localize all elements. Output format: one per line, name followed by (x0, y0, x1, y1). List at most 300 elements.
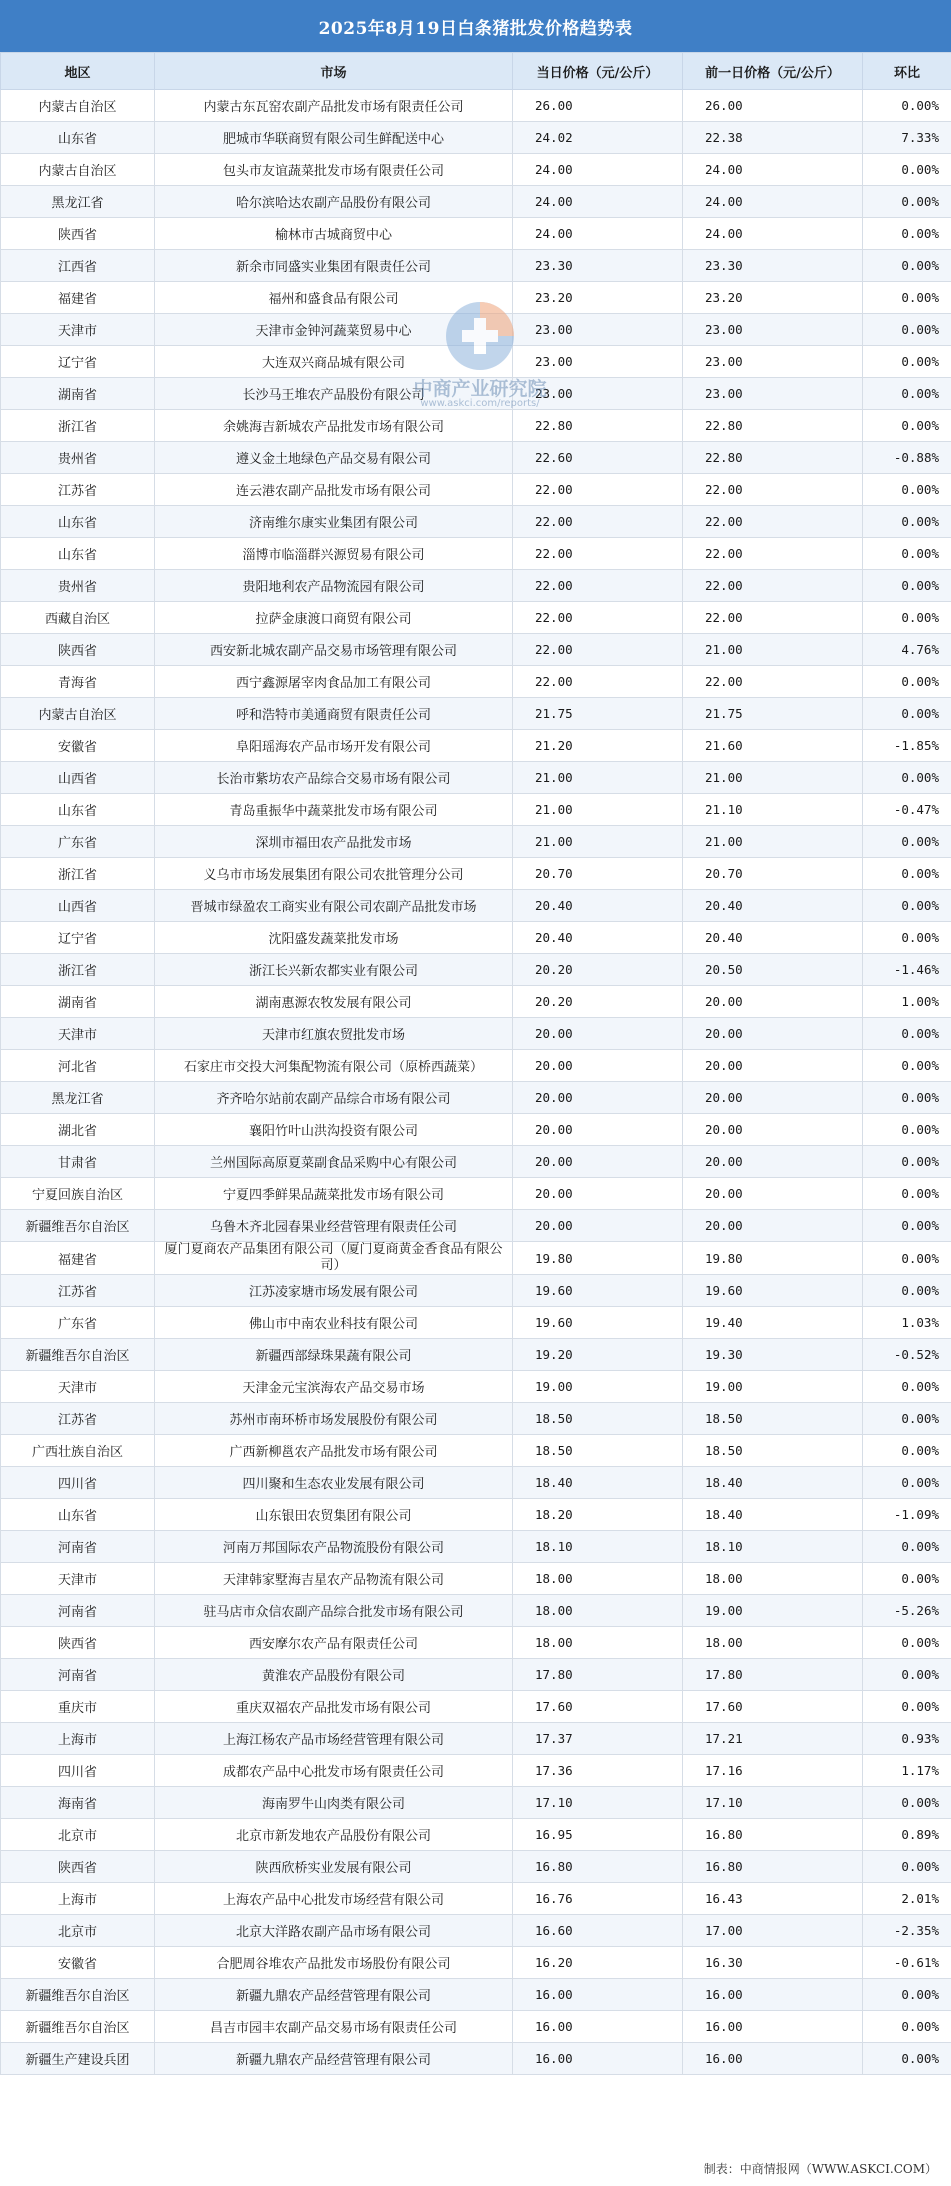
cell-change: 0.93% (863, 1723, 951, 1755)
cell-region: 四川省 (1, 1755, 155, 1787)
cell-market: 石家庄市交投大河集配物流有限公司（原桥西蔬菜） (155, 1050, 513, 1082)
cell-change: 0.00% (863, 1691, 951, 1723)
table-row (1, 186, 951, 218)
table-row (1, 1787, 951, 1819)
cell-market: 宁夏四季鲜果品蔬菜批发市场有限公司 (155, 1178, 513, 1210)
cell-previous-price: 20.00 (683, 1146, 863, 1178)
cell-region: 陕西省 (1, 1627, 155, 1659)
table-row (1, 1755, 951, 1787)
cell-change: 2.01% (863, 1883, 951, 1915)
cell-previous-price: 18.00 (683, 1563, 863, 1595)
table-row (1, 250, 951, 282)
cell-today-price: 20.00 (513, 1082, 683, 1114)
cell-market: 阜阳瑶海农产品市场开发有限公司 (155, 730, 513, 762)
cell-change: -1.09% (863, 1499, 951, 1531)
cell-region: 安徽省 (1, 730, 155, 762)
table-row (1, 538, 951, 570)
cell-today-price: 18.50 (513, 1435, 683, 1467)
cell-region: 内蒙古自治区 (1, 90, 155, 122)
cell-previous-price: 20.40 (683, 890, 863, 922)
cell-market: 天津市金钟河蔬菜贸易中心 (155, 314, 513, 346)
cell-region: 黑龙江省 (1, 186, 155, 218)
table-row (1, 794, 951, 826)
table-row (1, 1851, 951, 1883)
cell-region: 河南省 (1, 1659, 155, 1691)
cell-previous-price: 19.00 (683, 1595, 863, 1627)
cell-today-price: 17.10 (513, 1787, 683, 1819)
cell-change: -1.46% (863, 954, 951, 986)
cell-today-price: 22.60 (513, 442, 683, 474)
cell-market: 厦门夏商农产品集团有限公司（厦门夏商黄金香食品有限公司） (155, 1242, 513, 1275)
cell-change: -0.52% (863, 1339, 951, 1371)
cell-region: 陕西省 (1, 634, 155, 666)
cell-today-price: 18.40 (513, 1467, 683, 1499)
cell-previous-price: 17.21 (683, 1723, 863, 1755)
table-row (1, 1371, 951, 1403)
cell-change: 0.00% (863, 666, 951, 698)
cell-region: 北京市 (1, 1915, 155, 1947)
cell-market: 四川聚和生态农业发展有限公司 (155, 1467, 513, 1499)
cell-today-price: 22.00 (513, 570, 683, 602)
cell-region: 上海市 (1, 1723, 155, 1755)
table-row (1, 1947, 951, 1979)
table-row (1, 698, 951, 730)
cell-market: 上海农产品中心批发市场经营有限公司 (155, 1883, 513, 1915)
table-row (1, 346, 951, 378)
cell-today-price: 16.60 (513, 1915, 683, 1947)
cell-today-price: 16.00 (513, 2043, 683, 2075)
cell-change: 0.00% (863, 1114, 951, 1146)
cell-previous-price: 17.16 (683, 1755, 863, 1787)
cell-region: 湖南省 (1, 986, 155, 1018)
cell-today-price: 23.00 (513, 346, 683, 378)
cell-region: 江苏省 (1, 1275, 155, 1307)
cell-market: 天津市红旗农贸批发市场 (155, 1018, 513, 1050)
cell-market: 包头市友谊蔬菜批发市场有限责任公司 (155, 154, 513, 186)
cell-change: 7.33% (863, 122, 951, 154)
cell-change: 0.00% (863, 698, 951, 730)
cell-region: 山东省 (1, 794, 155, 826)
cell-region: 江苏省 (1, 1403, 155, 1435)
cell-previous-price: 22.00 (683, 570, 863, 602)
cell-region: 天津市 (1, 1018, 155, 1050)
cell-change: -5.26% (863, 1595, 951, 1627)
cell-previous-price: 17.80 (683, 1659, 863, 1691)
table-row (1, 378, 951, 410)
cell-today-price: 19.60 (513, 1275, 683, 1307)
cell-region: 广东省 (1, 1307, 155, 1339)
cell-previous-price: 22.00 (683, 538, 863, 570)
cell-today-price: 22.00 (513, 666, 683, 698)
cell-today-price: 19.00 (513, 1371, 683, 1403)
cell-previous-price: 19.40 (683, 1307, 863, 1339)
table-row (1, 1979, 951, 2011)
cell-market: 长治市紫坊农产品综合交易市场有限公司 (155, 762, 513, 794)
cell-today-price: 20.00 (513, 1146, 683, 1178)
cell-previous-price: 21.00 (683, 826, 863, 858)
cell-market: 上海江杨农产品市场经营管理有限公司 (155, 1723, 513, 1755)
cell-today-price: 19.80 (513, 1242, 683, 1275)
cell-change: 0.00% (863, 378, 951, 410)
cell-market: 沈阳盛发蔬菜批发市场 (155, 922, 513, 954)
cell-change: 0.00% (863, 346, 951, 378)
cell-region: 福建省 (1, 282, 155, 314)
cell-region: 贵州省 (1, 570, 155, 602)
table-row (1, 1531, 951, 1563)
table-row (1, 570, 951, 602)
cell-today-price: 26.00 (513, 90, 683, 122)
table-row (1, 1082, 951, 1114)
cell-region: 新疆维吾尔自治区 (1, 1210, 155, 1242)
cell-previous-price: 20.70 (683, 858, 863, 890)
cell-market: 成都农产品中心批发市场有限责任公司 (155, 1755, 513, 1787)
cell-region: 新疆维吾尔自治区 (1, 1339, 155, 1371)
cell-today-price: 17.36 (513, 1755, 683, 1787)
cell-change: 0.00% (863, 1403, 951, 1435)
cell-change: 0.00% (863, 1851, 951, 1883)
cell-previous-price: 24.00 (683, 218, 863, 250)
cell-previous-price: 20.00 (683, 1082, 863, 1114)
table-row (1, 2043, 951, 2075)
cell-previous-price: 23.00 (683, 346, 863, 378)
cell-market: 新疆九鼎农产品经营管理有限公司 (155, 2043, 513, 2075)
cell-change: -1.85% (863, 730, 951, 762)
cell-today-price: 22.00 (513, 538, 683, 570)
cell-region: 新疆维吾尔自治区 (1, 1979, 155, 2011)
cell-market: 苏州市南环桥市场发展股份有限公司 (155, 1403, 513, 1435)
cell-previous-price: 16.43 (683, 1883, 863, 1915)
table-row (1, 1114, 951, 1146)
table-row (1, 282, 951, 314)
cell-market: 浙江长兴新农都实业有限公司 (155, 954, 513, 986)
cell-market: 哈尔滨哈达农副产品股份有限公司 (155, 186, 513, 218)
table-row (1, 1499, 951, 1531)
cell-change: 0.00% (863, 1082, 951, 1114)
cell-region: 四川省 (1, 1467, 155, 1499)
cell-change: 1.17% (863, 1755, 951, 1787)
cell-today-price: 18.10 (513, 1531, 683, 1563)
cell-market: 连云港农副产品批发市场有限公司 (155, 474, 513, 506)
cell-previous-price: 18.50 (683, 1403, 863, 1435)
cell-today-price: 23.30 (513, 250, 683, 282)
cell-today-price: 18.00 (513, 1595, 683, 1627)
cell-today-price: 20.00 (513, 1114, 683, 1146)
cell-today-price: 22.00 (513, 506, 683, 538)
header-previous-price: 前一日价格（元/公斤） (683, 53, 863, 90)
cell-previous-price: 19.80 (683, 1242, 863, 1275)
cell-region: 河南省 (1, 1595, 155, 1627)
cell-previous-price: 20.50 (683, 954, 863, 986)
cell-market: 兰州国际高原夏菜副食品采购中心有限公司 (155, 1146, 513, 1178)
cell-previous-price: 20.00 (683, 1114, 863, 1146)
cell-change: 0.00% (863, 1178, 951, 1210)
cell-today-price: 19.60 (513, 1307, 683, 1339)
cell-previous-price: 24.00 (683, 186, 863, 218)
cell-change: 0.00% (863, 1531, 951, 1563)
cell-market: 大连双兴商品城有限公司 (155, 346, 513, 378)
table-row (1, 1883, 951, 1915)
cell-previous-price: 20.00 (683, 1018, 863, 1050)
cell-change: 0.00% (863, 890, 951, 922)
cell-region: 天津市 (1, 314, 155, 346)
cell-market: 义乌市市场发展集团有限公司农批管理分公司 (155, 858, 513, 890)
cell-market: 济南维尔康实业集团有限公司 (155, 506, 513, 538)
cell-market: 合肥周谷堆农产品批发市场股份有限公司 (155, 1947, 513, 1979)
cell-today-price: 22.00 (513, 474, 683, 506)
cell-region: 安徽省 (1, 1947, 155, 1979)
cell-previous-price: 23.20 (683, 282, 863, 314)
cell-change: -0.47% (863, 794, 951, 826)
cell-change: 0.00% (863, 1242, 951, 1275)
table-row (1, 1178, 951, 1210)
cell-market: 新疆九鼎农产品经营管理有限公司 (155, 1979, 513, 2011)
cell-previous-price: 23.00 (683, 378, 863, 410)
cell-region: 辽宁省 (1, 346, 155, 378)
cell-today-price: 21.75 (513, 698, 683, 730)
cell-region: 青海省 (1, 666, 155, 698)
cell-change: 0.00% (863, 570, 951, 602)
cell-change: 1.03% (863, 1307, 951, 1339)
table-row (1, 90, 951, 122)
cell-today-price: 23.20 (513, 282, 683, 314)
cell-previous-price: 22.00 (683, 474, 863, 506)
cell-today-price: 20.00 (513, 1018, 683, 1050)
cell-today-price: 16.95 (513, 1819, 683, 1851)
cell-previous-price: 22.80 (683, 442, 863, 474)
cell-market: 天津金元宝滨海农产品交易市场 (155, 1371, 513, 1403)
cell-today-price: 21.00 (513, 826, 683, 858)
cell-region: 浙江省 (1, 410, 155, 442)
cell-today-price: 16.80 (513, 1851, 683, 1883)
watermark-name: 中商产业研究院 (413, 378, 547, 400)
cell-region: 新疆维吾尔自治区 (1, 2011, 155, 2043)
cell-previous-price: 20.00 (683, 1210, 863, 1242)
table-row (1, 1307, 951, 1339)
cell-change: 0.00% (863, 602, 951, 634)
cell-market: 湖南惠源农牧发展有限公司 (155, 986, 513, 1018)
cell-change: 0.00% (863, 1435, 951, 1467)
cell-change: -0.88% (863, 442, 951, 474)
cell-market: 拉萨金康渡口商贸有限公司 (155, 602, 513, 634)
table-row (1, 1691, 951, 1723)
cell-change: 0.00% (863, 1146, 951, 1178)
cell-change: 0.89% (863, 1819, 951, 1851)
cell-previous-price: 19.30 (683, 1339, 863, 1371)
table-row (1, 1050, 951, 1082)
cell-previous-price: 20.40 (683, 922, 863, 954)
cell-market: 北京市新发地农产品股份有限公司 (155, 1819, 513, 1851)
cell-today-price: 24.00 (513, 186, 683, 218)
cell-market: 襄阳竹叶山洪沟投资有限公司 (155, 1114, 513, 1146)
price-table (0, 52, 951, 2075)
cell-region: 贵州省 (1, 442, 155, 474)
cell-region: 河北省 (1, 1050, 155, 1082)
cell-today-price: 16.20 (513, 1947, 683, 1979)
table-row (1, 1210, 951, 1242)
table-row (1, 1595, 951, 1627)
cell-region: 辽宁省 (1, 922, 155, 954)
cell-region: 内蒙古自治区 (1, 154, 155, 186)
cell-today-price: 20.00 (513, 1178, 683, 1210)
cell-previous-price: 21.00 (683, 762, 863, 794)
cell-previous-price: 18.00 (683, 1627, 863, 1659)
cell-change: 0.00% (863, 410, 951, 442)
cell-region: 山东省 (1, 122, 155, 154)
cell-previous-price: 24.00 (683, 154, 863, 186)
cell-market: 昌吉市园丰农副产品交易市场有限责任公司 (155, 2011, 513, 2043)
cell-change: 0.00% (863, 186, 951, 218)
cell-market: 榆林市古城商贸中心 (155, 218, 513, 250)
cell-today-price: 20.00 (513, 1210, 683, 1242)
cell-previous-price: 21.60 (683, 730, 863, 762)
cell-previous-price: 20.00 (683, 986, 863, 1018)
table-row (1, 602, 951, 634)
cell-change: -0.61% (863, 1947, 951, 1979)
cell-today-price: 21.00 (513, 762, 683, 794)
cell-change: 1.00% (863, 986, 951, 1018)
table-row (1, 1146, 951, 1178)
cell-previous-price: 17.00 (683, 1915, 863, 1947)
cell-region: 浙江省 (1, 954, 155, 986)
cell-region: 江西省 (1, 250, 155, 282)
table-row (1, 474, 951, 506)
cell-today-price: 18.00 (513, 1627, 683, 1659)
footer-source: 制表：中商情报网（WWW.ASKCI.COM） (703, 2161, 937, 2176)
cell-region: 天津市 (1, 1371, 155, 1403)
table-row (1, 858, 951, 890)
cell-change: 0.00% (863, 538, 951, 570)
cell-previous-price: 16.80 (683, 1851, 863, 1883)
cell-today-price: 22.80 (513, 410, 683, 442)
cell-change: 0.00% (863, 314, 951, 346)
cell-region: 山东省 (1, 538, 155, 570)
cell-market: 西宁鑫源屠宰肉食品加工有限公司 (155, 666, 513, 698)
table-row (1, 154, 951, 186)
cell-previous-price: 19.00 (683, 1371, 863, 1403)
cell-previous-price: 17.60 (683, 1691, 863, 1723)
cell-today-price: 20.00 (513, 1050, 683, 1082)
cell-region: 福建省 (1, 1242, 155, 1275)
cell-change: 0.00% (863, 2043, 951, 2075)
cell-region: 宁夏回族自治区 (1, 1178, 155, 1210)
table-title: 2025年8月19日白条猪批发价格趋势表 (0, 0, 951, 52)
cell-region: 上海市 (1, 1883, 155, 1915)
cell-change: 0.00% (863, 250, 951, 282)
cell-change: 0.00% (863, 218, 951, 250)
cell-region: 湖北省 (1, 1114, 155, 1146)
cell-today-price: 19.20 (513, 1339, 683, 1371)
cell-previous-price: 20.00 (683, 1178, 863, 1210)
cell-previous-price: 17.10 (683, 1787, 863, 1819)
cell-change: 0.00% (863, 1659, 951, 1691)
header-today-price: 当日价格（元/公斤） (513, 53, 683, 90)
cell-market: 乌鲁木齐北园春果业经营管理有限责任公司 (155, 1210, 513, 1242)
table-row (1, 314, 951, 346)
cell-market: 重庆双福农产品批发市场有限公司 (155, 1691, 513, 1723)
cell-change: 0.00% (863, 1050, 951, 1082)
cell-market: 长沙马王堆农产品股份有限公司 (155, 378, 513, 410)
cell-previous-price: 21.00 (683, 634, 863, 666)
table-row (1, 1659, 951, 1691)
header-region: 地区 (1, 53, 155, 90)
cell-today-price: 22.00 (513, 634, 683, 666)
cell-market: 齐齐哈尔站前农副产品综合市场有限公司 (155, 1082, 513, 1114)
cell-market: 西安摩尔农产品有限责任公司 (155, 1627, 513, 1659)
cell-today-price: 23.00 (513, 314, 683, 346)
cell-change: 0.00% (863, 762, 951, 794)
table-row (1, 1275, 951, 1307)
cell-region: 新疆生产建设兵团 (1, 2043, 155, 2075)
cell-change: 0.00% (863, 90, 951, 122)
cell-previous-price: 21.75 (683, 698, 863, 730)
table-row (1, 1339, 951, 1371)
cell-today-price: 21.00 (513, 794, 683, 826)
cell-change: 0.00% (863, 1210, 951, 1242)
cell-region: 天津市 (1, 1563, 155, 1595)
cell-region: 江苏省 (1, 474, 155, 506)
table-row (1, 1435, 951, 1467)
cell-previous-price: 18.50 (683, 1435, 863, 1467)
cell-change: 0.00% (863, 826, 951, 858)
table-row (1, 730, 951, 762)
cell-today-price: 20.20 (513, 986, 683, 1018)
cell-change: -2.35% (863, 1915, 951, 1947)
cell-region: 浙江省 (1, 858, 155, 890)
cell-today-price: 20.20 (513, 954, 683, 986)
cell-market: 遵义金土地绿色产品交易有限公司 (155, 442, 513, 474)
cell-previous-price: 20.00 (683, 1050, 863, 1082)
table-row (1, 1723, 951, 1755)
table-row (1, 890, 951, 922)
cell-change: 4.76% (863, 634, 951, 666)
cell-previous-price: 22.00 (683, 666, 863, 698)
cell-market: 广西新柳邕农产品批发市场有限公司 (155, 1435, 513, 1467)
cell-today-price: 24.00 (513, 218, 683, 250)
header-market: 市场 (155, 53, 513, 90)
table-row (1, 986, 951, 1018)
cell-today-price: 24.02 (513, 122, 683, 154)
cell-region: 黑龙江省 (1, 1082, 155, 1114)
cell-today-price: 16.00 (513, 1979, 683, 2011)
table-container (0, 52, 951, 2075)
cell-region: 河南省 (1, 1531, 155, 1563)
cell-change: 0.00% (863, 1018, 951, 1050)
table-row (1, 1819, 951, 1851)
cell-market: 天津韩家墅海吉星农产品物流有限公司 (155, 1563, 513, 1595)
cell-region: 重庆市 (1, 1691, 155, 1723)
cell-region: 北京市 (1, 1819, 155, 1851)
cell-region: 西藏自治区 (1, 602, 155, 634)
cell-market: 呼和浩特市美通商贸有限责任公司 (155, 698, 513, 730)
cell-change: 0.00% (863, 154, 951, 186)
cell-market: 新疆西部绿珠果蔬有限公司 (155, 1339, 513, 1371)
cell-market: 驻马店市众信农副产品综合批发市场有限公司 (155, 1595, 513, 1627)
cell-change: 0.00% (863, 858, 951, 890)
cell-region: 陕西省 (1, 1851, 155, 1883)
cell-region: 湖南省 (1, 378, 155, 410)
cell-previous-price: 18.40 (683, 1467, 863, 1499)
header-row (1, 53, 951, 90)
cell-market: 西安新北城农副产品交易市场管理有限公司 (155, 634, 513, 666)
table-row (1, 1467, 951, 1499)
cell-market: 黄淮农产品股份有限公司 (155, 1659, 513, 1691)
cell-region: 山西省 (1, 762, 155, 794)
cell-previous-price: 21.10 (683, 794, 863, 826)
table-row (1, 1563, 951, 1595)
cell-market: 福州和盛食品有限公司 (155, 282, 513, 314)
cell-previous-price: 22.00 (683, 602, 863, 634)
table-row (1, 1403, 951, 1435)
